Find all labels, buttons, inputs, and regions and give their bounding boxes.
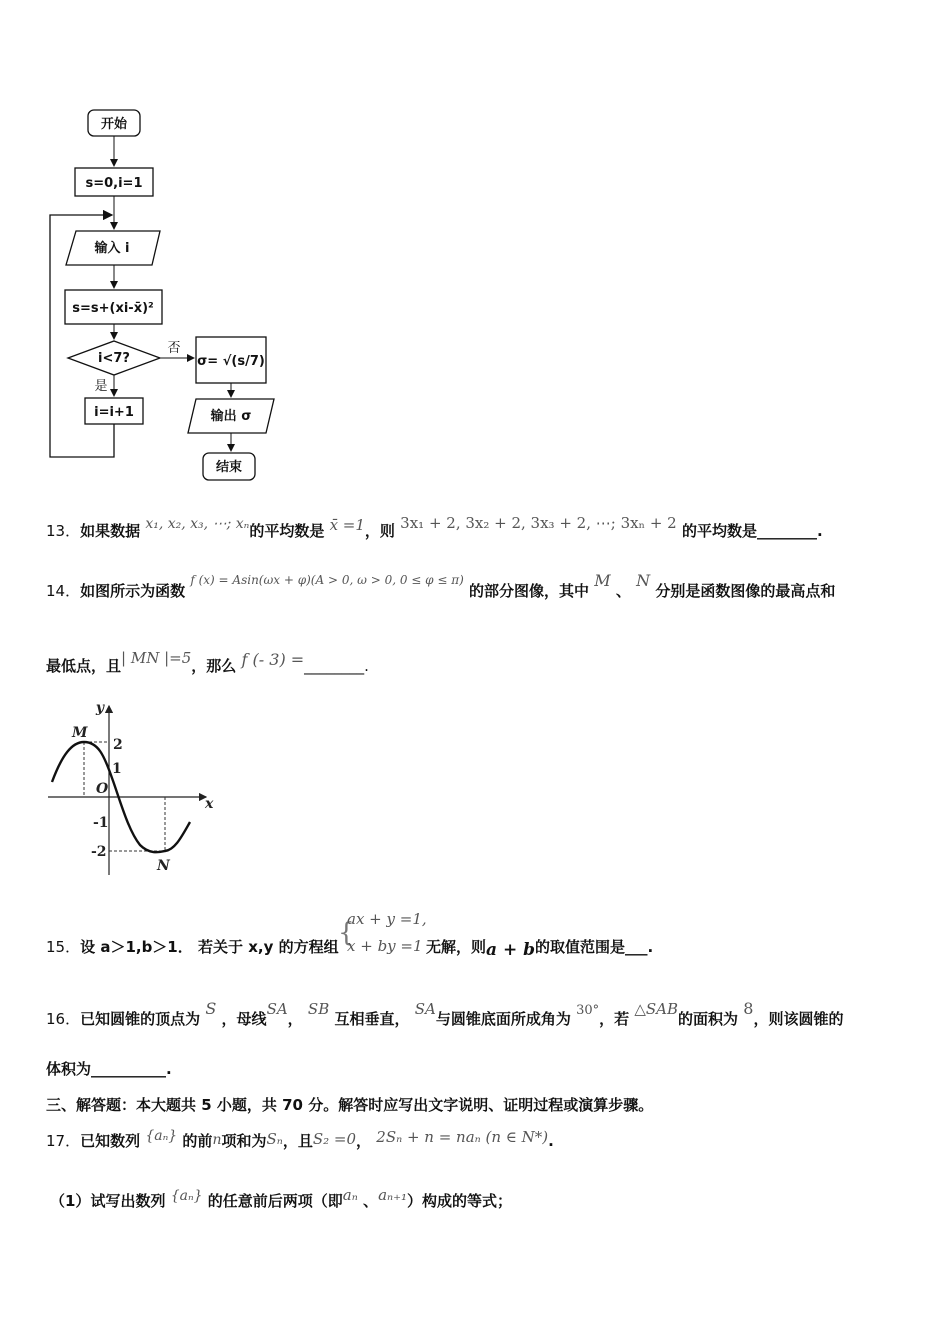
svg-text:s=s+(xi-x̄)²: s=s+(xi-x̄)²	[72, 301, 154, 316]
q16-sa2: SA	[414, 1000, 436, 1018]
q17-p1-an1: aₙ₊₁	[378, 1186, 408, 1204]
q16-text-c: 互相垂直，	[334, 1010, 410, 1028]
q15-text-b: 无解，则	[426, 938, 487, 956]
question-16-line2	[46, 1058, 172, 1079]
svg-text:i<7?: i<7?	[98, 351, 130, 366]
q16-comma: ，	[287, 1010, 303, 1028]
question-15	[46, 936, 339, 957]
q16-number: 16．	[46, 1010, 81, 1028]
flow-input	[66, 231, 160, 265]
q14-mn-math: | MN |=5	[121, 649, 192, 667]
flow-update	[65, 290, 162, 324]
q16-area: 8	[743, 999, 754, 1018]
q14-m: M	[594, 571, 611, 590]
sine-graph	[40, 695, 220, 880]
q17-p1-text-a: 试写出数列	[90, 1192, 166, 1210]
q14-text-b: 的部分图像，其中	[469, 582, 590, 600]
q15-ab-math: a + b	[486, 940, 535, 960]
q15-text-a: 设 a＞1,b＞1． 若关于 x,y 的方程组	[80, 938, 339, 956]
q13-text-b: 的平均数是	[249, 522, 325, 540]
q14-text-f: ________.	[304, 657, 369, 675]
q13-text-a: 如果数据	[80, 522, 141, 540]
q15-number: 15．	[46, 938, 81, 956]
question-17-part1	[50, 1186, 513, 1211]
q16-text-b: ，母线	[221, 1010, 267, 1028]
tick-neg1: -1	[93, 815, 109, 831]
q14-text-e: ，那么	[191, 657, 237, 675]
q17-p1-seq: {aₙ}	[170, 1188, 203, 1204]
q16-sa: SA	[266, 1000, 288, 1018]
q16-angle: 30°	[576, 1003, 600, 1018]
q15-text-c: 的取值范围是___.	[535, 938, 654, 956]
svg-text:开始: 开始	[100, 117, 128, 132]
q15-eq1: ax + y =1,	[347, 910, 427, 928]
q17-p1-label: （1）	[50, 1192, 91, 1210]
flow-init	[75, 168, 153, 196]
svg-text:输入 i: 输入 i	[94, 241, 130, 256]
q16-text-d: 与圆锥底面所成角为	[435, 1010, 571, 1028]
flow-sigma	[196, 337, 266, 383]
flow-start	[88, 110, 140, 136]
x-axis-label: x	[205, 796, 214, 812]
q17-p1-text-b: 的任意前后两项（即	[207, 1192, 343, 1210]
svg-text:输出 σ: 输出 σ	[210, 409, 252, 424]
tick-1: 1	[112, 761, 122, 777]
flow-no-label: 否	[167, 341, 181, 356]
q14-number: 14．	[46, 582, 81, 600]
q16-sb: SB	[307, 1000, 330, 1018]
tick-2: 2	[113, 737, 123, 753]
max-point-label: M	[72, 725, 88, 741]
q14-sep: 、	[615, 582, 631, 600]
question-14	[46, 571, 836, 601]
q17-text-b: 的前	[182, 1132, 213, 1150]
q13-number: 13．	[46, 522, 81, 540]
q14-func-math: f (x) = Asin(ωx + φ)(A > 0, ω > 0, 0 ≤ φ ≤ π)	[190, 573, 464, 587]
question-17	[46, 1130, 554, 1151]
question-14-line2	[46, 649, 369, 676]
q17-p1-text-c: ）构成的等式；	[407, 1192, 513, 1210]
svg-text:σ= √(s/7): σ= √(s/7)	[197, 354, 265, 369]
q16-text-e: ，若	[599, 1010, 630, 1028]
svg-text:i=i+1: i=i+1	[94, 405, 134, 420]
flow-condition	[68, 341, 160, 375]
q15-brace: {	[338, 918, 355, 948]
q16-triangle: △SAB	[634, 1000, 679, 1018]
y-axis-label: y	[95, 700, 104, 716]
svg-text:s=0,i=1: s=0,i=1	[85, 176, 143, 191]
q13-new-data-math: 3x₁ + 2, 3x₂ + 2, 3x₃ + 2, ⋯; 3xₙ + 2	[400, 514, 677, 532]
q13-text-d: 的平均数是________.	[681, 522, 823, 540]
flow-output	[188, 399, 274, 433]
flow-increment	[85, 398, 143, 424]
q14-text-c: 分别是函数图像的最高点和	[655, 582, 836, 600]
q16-text-f: 的面积为	[678, 1010, 739, 1028]
q13-data-math: x₁, x₂, x₃, ⋯; xₙ	[145, 516, 250, 532]
q17-eq: 2Sₙ + n = naₙ (n ∈ N*)	[376, 1128, 549, 1146]
q15-eq2: x + by =1	[347, 937, 423, 955]
q17-text-d: ，且	[282, 1132, 313, 1150]
flowchart	[40, 100, 290, 490]
q13-text-c: ，则	[364, 522, 395, 540]
tick-neg2: -2	[91, 844, 107, 860]
min-point-label: N	[157, 858, 170, 874]
q14-f-math: f (- 3) =	[241, 650, 305, 669]
q17-sn: Sₙ	[266, 1130, 283, 1148]
question-13	[46, 514, 823, 541]
origin-label: O	[96, 781, 109, 797]
q14-n: N	[636, 571, 651, 590]
q16-s: S	[205, 999, 217, 1018]
flow-yes-label: 是	[94, 379, 108, 394]
q17-s2: S₂ =0	[312, 1130, 357, 1148]
q16-text-h: 体积为__________.	[46, 1060, 172, 1078]
q14-text-d: 最低点，且	[46, 657, 122, 675]
question-16	[46, 999, 844, 1029]
q17-comma: ，	[356, 1132, 372, 1150]
svg-text:结束: 结束	[215, 460, 243, 475]
q17-period: .	[548, 1132, 554, 1150]
q17-seq: {aₙ}	[145, 1128, 178, 1144]
q17-text-c: 项和为	[221, 1132, 267, 1150]
q17-text-a: 已知数列	[80, 1132, 141, 1150]
q17-n: n	[212, 1132, 222, 1148]
q14-text-a: 如图所示为函数	[80, 582, 186, 600]
flow-end	[203, 453, 255, 480]
q17-p1-sep: 、	[363, 1192, 379, 1210]
q13-mean-math: x̄ =1	[329, 516, 365, 534]
q16-text-a: 已知圆锥的顶点为	[80, 1010, 201, 1028]
section-3-heading: 三、解答题：本大题共 5 小题，共 70 分。解答时应写出文字说明、证明过程或演算步骤。	[46, 1096, 654, 1114]
q17-p1-an: aₙ	[342, 1186, 358, 1204]
q17-number: 17．	[46, 1132, 81, 1150]
q16-text-g: ，则该圆锥的	[753, 1010, 844, 1028]
question-15-tail	[426, 936, 654, 960]
